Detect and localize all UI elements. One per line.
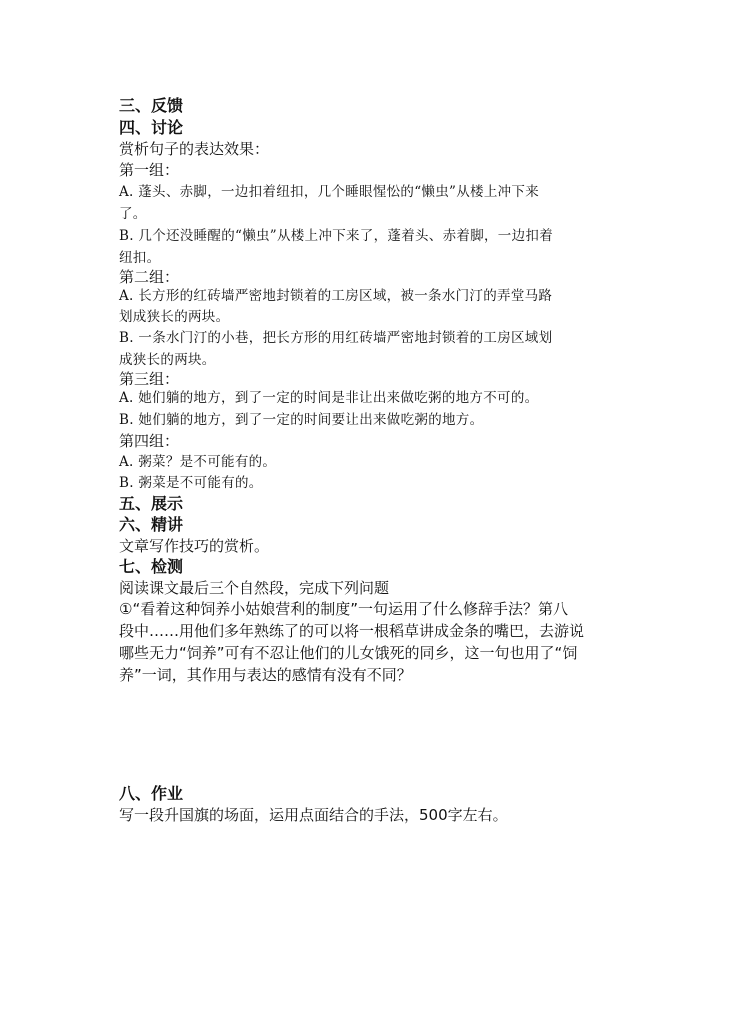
group1-option-b-line1: B. 几个还没睡醒的“懒虫”从楼上冲下来了，蓬着头、赤着脚，一边扣着 <box>119 228 554 244</box>
group4-title: 第四组： <box>119 432 180 450</box>
test-question-line1: ①“看着这种饲养小姑娘营利的制度”一句运用了什么修辞手法？第八 <box>119 600 568 618</box>
section-heading-feedback: 三、反馈 <box>119 96 184 115</box>
section-heading-presentation: 五、展示 <box>119 494 184 513</box>
group3-option-b: B. 她们躺的地方，到了一定的时间要让出来做吃粥的地方。 <box>119 412 484 428</box>
group3-title: 第三组： <box>119 370 180 388</box>
section-heading-discussion: 四、讨论 <box>119 118 184 137</box>
group4-option-b: B. 粥菜是不可能有的。 <box>119 475 263 491</box>
group2-option-b-line1: B. 一条水门汀的小巷，把长方形的用红砖墙严密地封锁着的工房区域划 <box>119 330 553 346</box>
section-heading-homework: 八、作业 <box>119 784 184 803</box>
group2-option-b-line2: 成狭长的两块。 <box>119 352 216 368</box>
group2-option-a-line2: 划成狭长的两块。 <box>119 309 230 325</box>
group1-option-a-line1: A. 蓬头、赤脚，一边扣着纽扣，几个睡眼惺忪的“懒虫”从楼上冲下来 <box>119 184 540 200</box>
group1-option-b-line2: 纽扣。 <box>119 250 161 266</box>
group4-option-a: A. 粥菜？是不可能有的。 <box>119 454 277 470</box>
group1-option-a-line2: 了。 <box>119 206 147 222</box>
discussion-prompt: 赏析句子的表达效果： <box>119 140 270 158</box>
test-question-line4: 养”一词，其作用与表达的感情有没有不同？ <box>119 666 412 684</box>
section-heading-lecture: 六、精讲 <box>119 515 184 534</box>
group2-title: 第二组： <box>119 268 180 286</box>
test-intro: 阅读课文最后三个自然段，完成下列问题 <box>119 579 390 597</box>
group2-option-a-line1: A. 长方形的红砖墙严密地封锁着的工房区域，被一条水门汀的弄堂马路 <box>119 288 553 304</box>
section-heading-test: 七、检测 <box>119 557 184 576</box>
test-question-line3: 哪些无力“饲养”可有不忍让他们的儿女饿死的同乡，这一句也用了“饲 <box>119 644 578 662</box>
group3-option-a: A. 她们躺的地方，到了一定的时间是非让出来做吃粥的地方不可的。 <box>119 390 539 406</box>
lecture-text: 文章写作技巧的赏析。 <box>119 537 270 555</box>
group1-title: 第一组： <box>119 161 180 179</box>
homework-text: 写一段升国旗的场面，运用点面结合的手法，500字左右。 <box>119 806 508 824</box>
test-question-line2: 段中……用他们多年熟练了的可以将一根稻草讲成金条的嘴巴，去游说 <box>119 622 585 640</box>
